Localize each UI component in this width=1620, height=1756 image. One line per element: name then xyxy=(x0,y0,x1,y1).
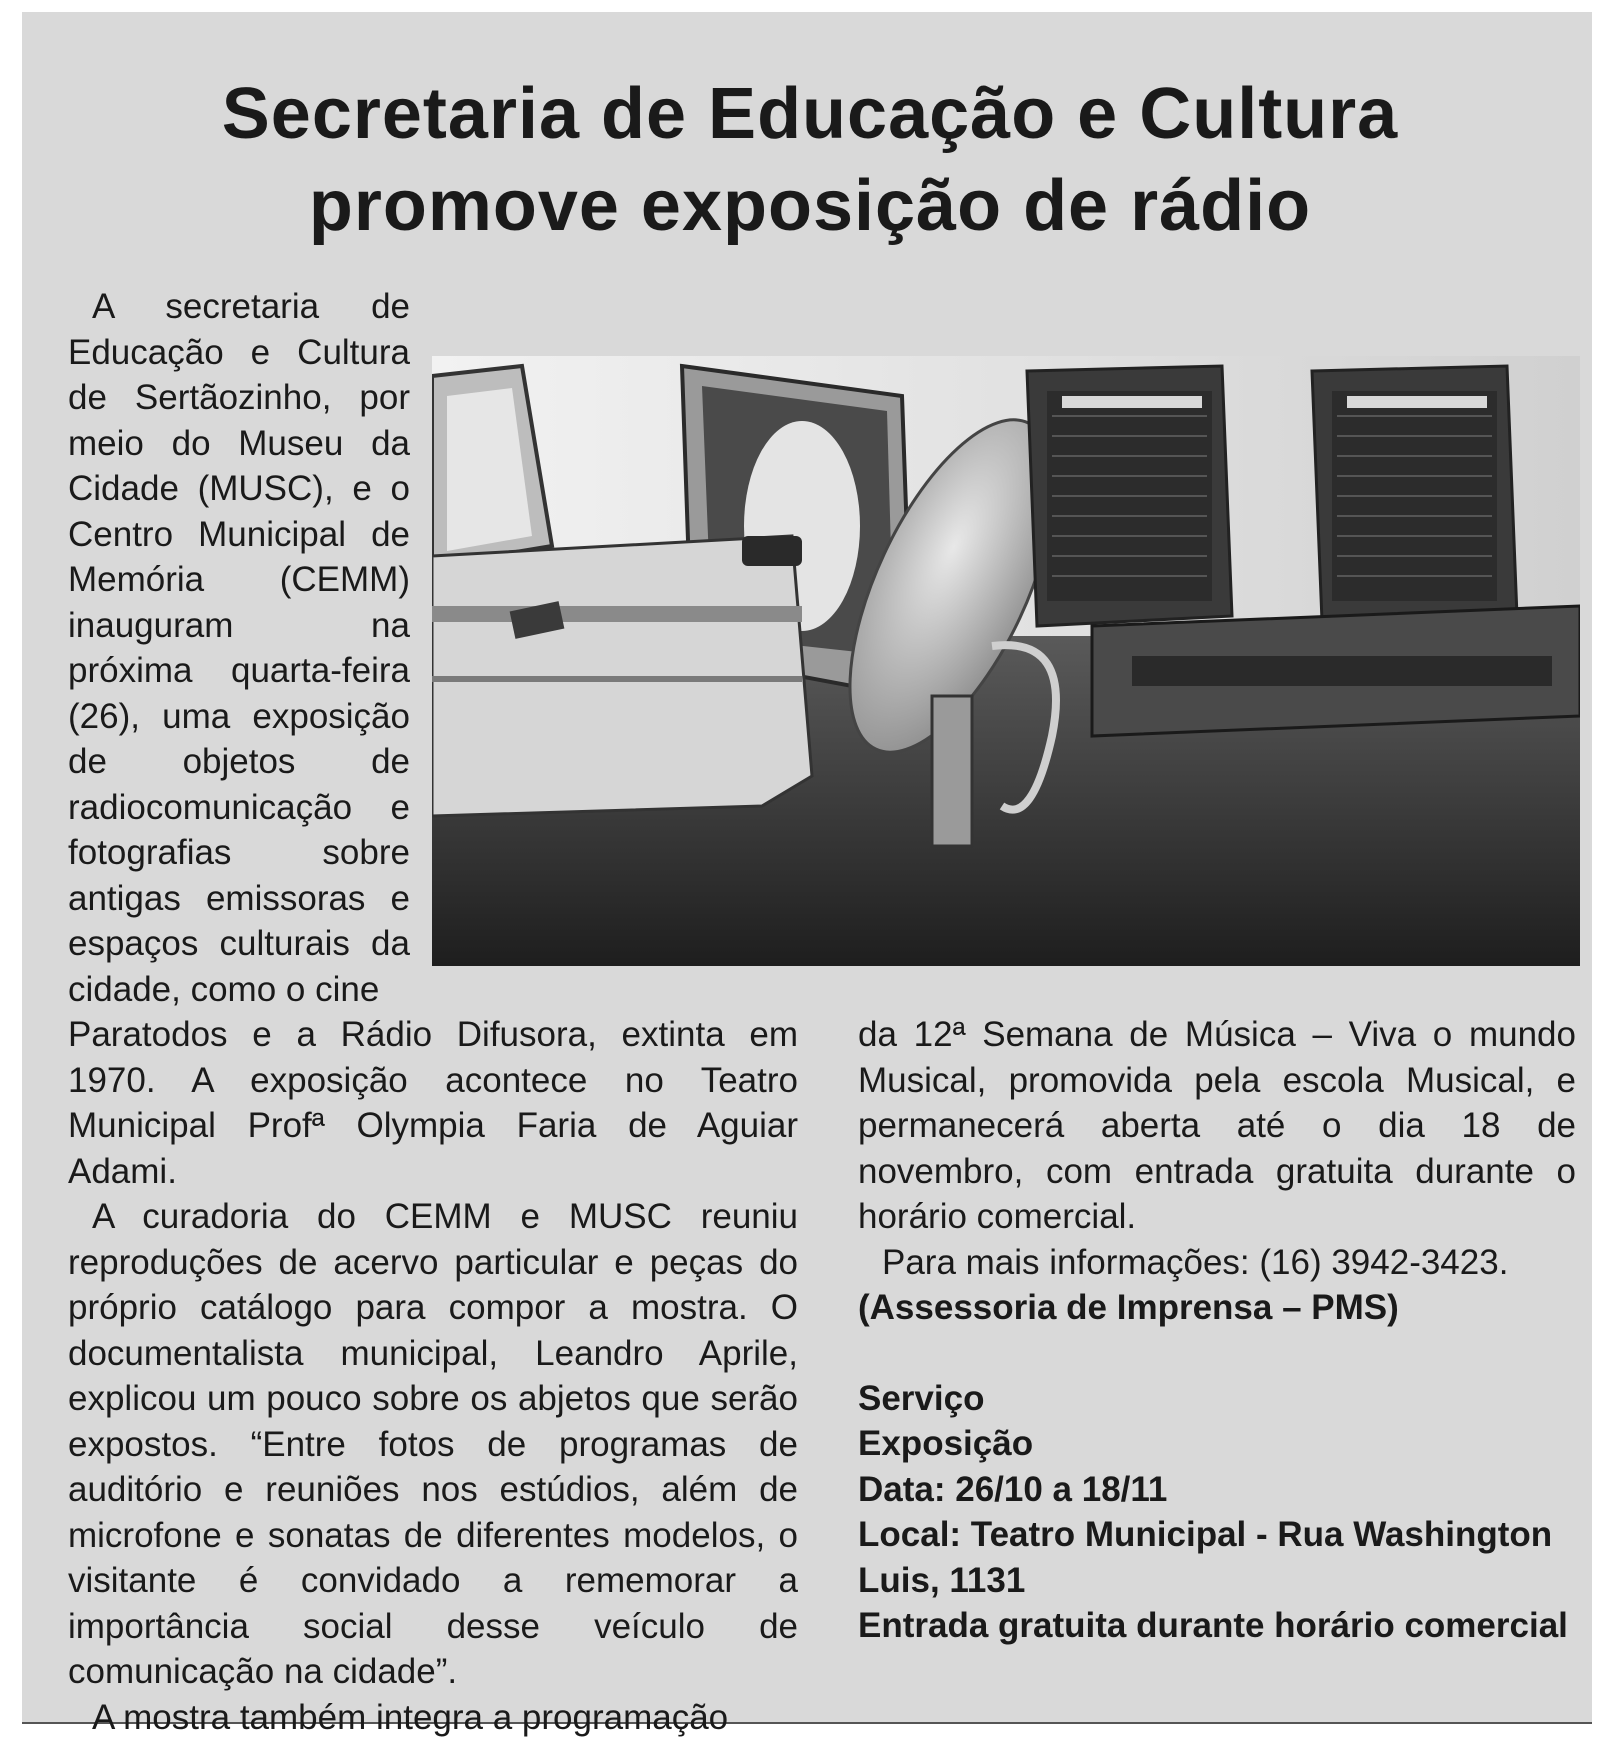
headline xyxy=(30,68,1590,252)
right-column xyxy=(858,1012,1576,1649)
radio-equipment-photo xyxy=(432,356,1580,966)
headline-line-2: promove exposição de rádio xyxy=(308,166,1312,246)
service-heading: Serviço xyxy=(858,1378,985,1418)
photo-radio-exhibition xyxy=(432,356,1580,966)
service-date: Data: 26/10 a 18/11 xyxy=(858,1469,1168,1509)
service-box xyxy=(858,1376,1576,1649)
info-line: Para mais informações: (16) 3942-3423. xyxy=(882,1242,1509,1282)
service-subheading: Exposição xyxy=(858,1424,1034,1463)
intro-paragraph: A secretaria de Educação e Cultura de Sertãozinho, por meio do Museu da Cidade (MUSC), e o Centro Municipal de Memória (CEMM) inauguram na próxima quarta-feira (26), uma exposição de objetos de radiocomunicação e fotografias sobre antigas emissoras e espaços culturais da cidade, como o cine xyxy=(68,287,410,1009)
service-location: Local: Teatro Municipal - Rua Washington Luis, 1131 xyxy=(858,1515,1553,1600)
paragraph-1-continuation: Paratodos e a Rádio Difusora, extinta em 1970. A exposição acontece no Teatro Municipal Profª Olympia Faria de Aguiar Adami. xyxy=(68,1015,798,1191)
paragraph-3-continuation: da 12ª Semana de Música – Viva o mundo Musical, promovida pela escola Musical, e permanecerá aberta até o dia 18 de novembro, com entrada gratuita durante o horário comercial. xyxy=(858,1015,1576,1236)
headline-line-1: Secretaria de Educação e Cultura xyxy=(221,74,1399,154)
press-credit: (Assessoria de Imprensa – PMS) xyxy=(858,1288,1399,1327)
left-column xyxy=(68,1012,798,1740)
paragraph-3-start: A mostra também integra a programação xyxy=(92,1697,729,1737)
service-entry: Entrada gratuita durante horário comercial xyxy=(858,1606,1568,1645)
paragraph-2: A curadoria do CEMM e MUSC reuniu reproduções de acervo particular e peças do próprio catálogo para compor a mostra. O documentalista municipal, Leandro Aprile, explicou um pouco sobre os abjetos que serão expostos. “Entre fotos de programas de auditório e reuniões nos estúdios, além de microfone e sonatas de diferentes modelos, o visitante é convidado a rememorar a importância social desse veículo de comunicação na cidade”. xyxy=(68,1197,798,1691)
